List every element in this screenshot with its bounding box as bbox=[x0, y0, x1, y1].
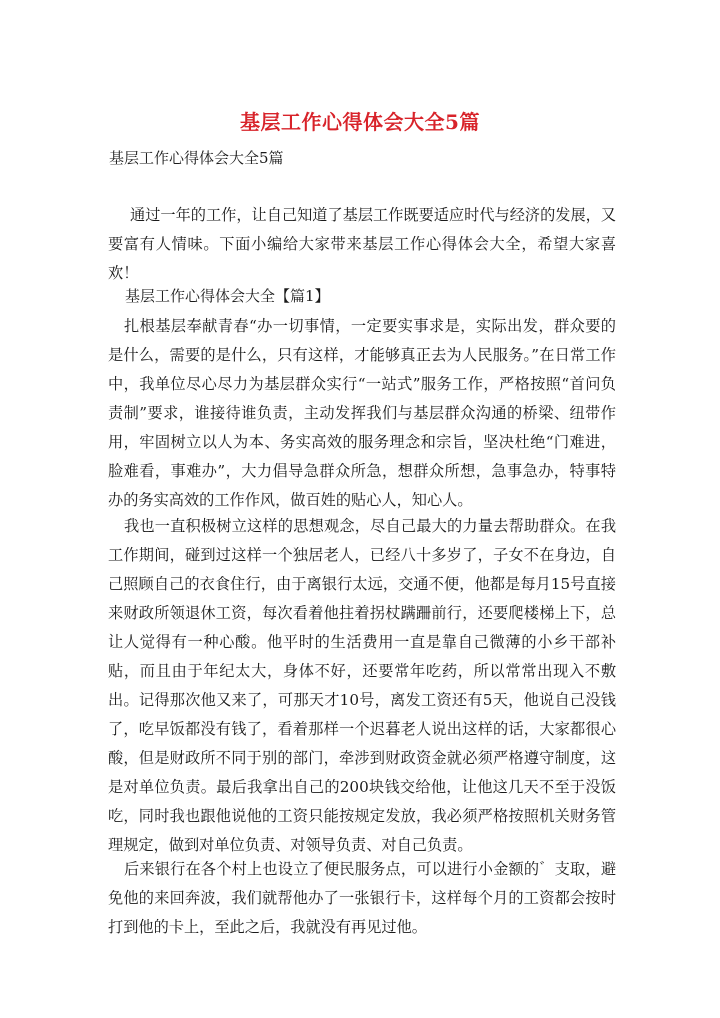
body-paragraph-3: 后来银行在各个村上也设立了便民服务点，可以进行小金额的゛支取，避免他的来回奔波，我们就帮他办了一张银行卡，这样每个月的工资都会按时打到他的卡上，至此之后，我就没有再见过他。 bbox=[108, 860, 616, 936]
document-subtitle: 基层工作心得体会大全5篇 bbox=[109, 149, 284, 167]
body-paragraph-1: 扎根基层奉献青春“办一切事情，一定要实事求是，实际出发，群众要的是什么，需要的是什么，只有这样，才能够真正去为人民服务。”在日常工作中，我单位尽心尽力为基层群众实行“一站式”服务工作，严格按照“首问负责制”要求，谁接待谁负责，主动发挥我们与基层群众沟通的桥梁、纽带作用，牢固树立以人为本、务实高效的服务理念和宗旨，坚决杜绝“门难进，脸难看，事难办”，大力倡导急群众所急，想群众所想，急事急办，特事特办的务实高效的工作作风，做百姓的贴心人，知心人。 bbox=[108, 317, 616, 509]
body-paragraph-2: 我也一直积极树立这样的思想观念，尽自己最大的力量去帮助群众。在我工作期间，碰到过这样一个独居老人，已经八十多岁了，子女不在身边，自己照顾自己的衣食住行，由于离银行太远，交通不便，他都是每月15号直接来财政所领退休工资，每次看着他拄着拐杖蹒跚前行，还要爬楼梯上下，总让人觉得有一种心酸。他平时的生活费用一直是靠自己微薄的小乡干部补贴，而且由于年纪太大，身体不好，还要常年吃药，所以常常出现入不敷出。记得那次他又来了，可那天才10号，离发工资还有5天，他说自己没钱了，吃早饭都没有钱了，看着那样一个迟暮老人说出这样的话，大家都很心酸，但是财政所不同于别的部门，牵涉到财政资金就必须严格遵守制度，这是对单位负责。最后我拿出自己的200块钱交给他，让他这几天不至于没饭吃，同时我也跟他说他的工资只能按规定发放，我必须严格按照机关财务管理规定，做到对单位负责、对领导负责、对自己负责。 bbox=[108, 517, 616, 854]
intro-paragraph: 通过一年的工作，让自己知道了基层工作既要适应时代与经济的发展，又要富有人情味。下面小编给大家带来基层工作心得体会大全，希望大家喜欢！ bbox=[108, 206, 616, 282]
section-heading: 基层工作心得体会大全【篇1】 bbox=[125, 287, 330, 305]
document-title: 基层工作心得体会大全5篇 bbox=[240, 110, 480, 134]
